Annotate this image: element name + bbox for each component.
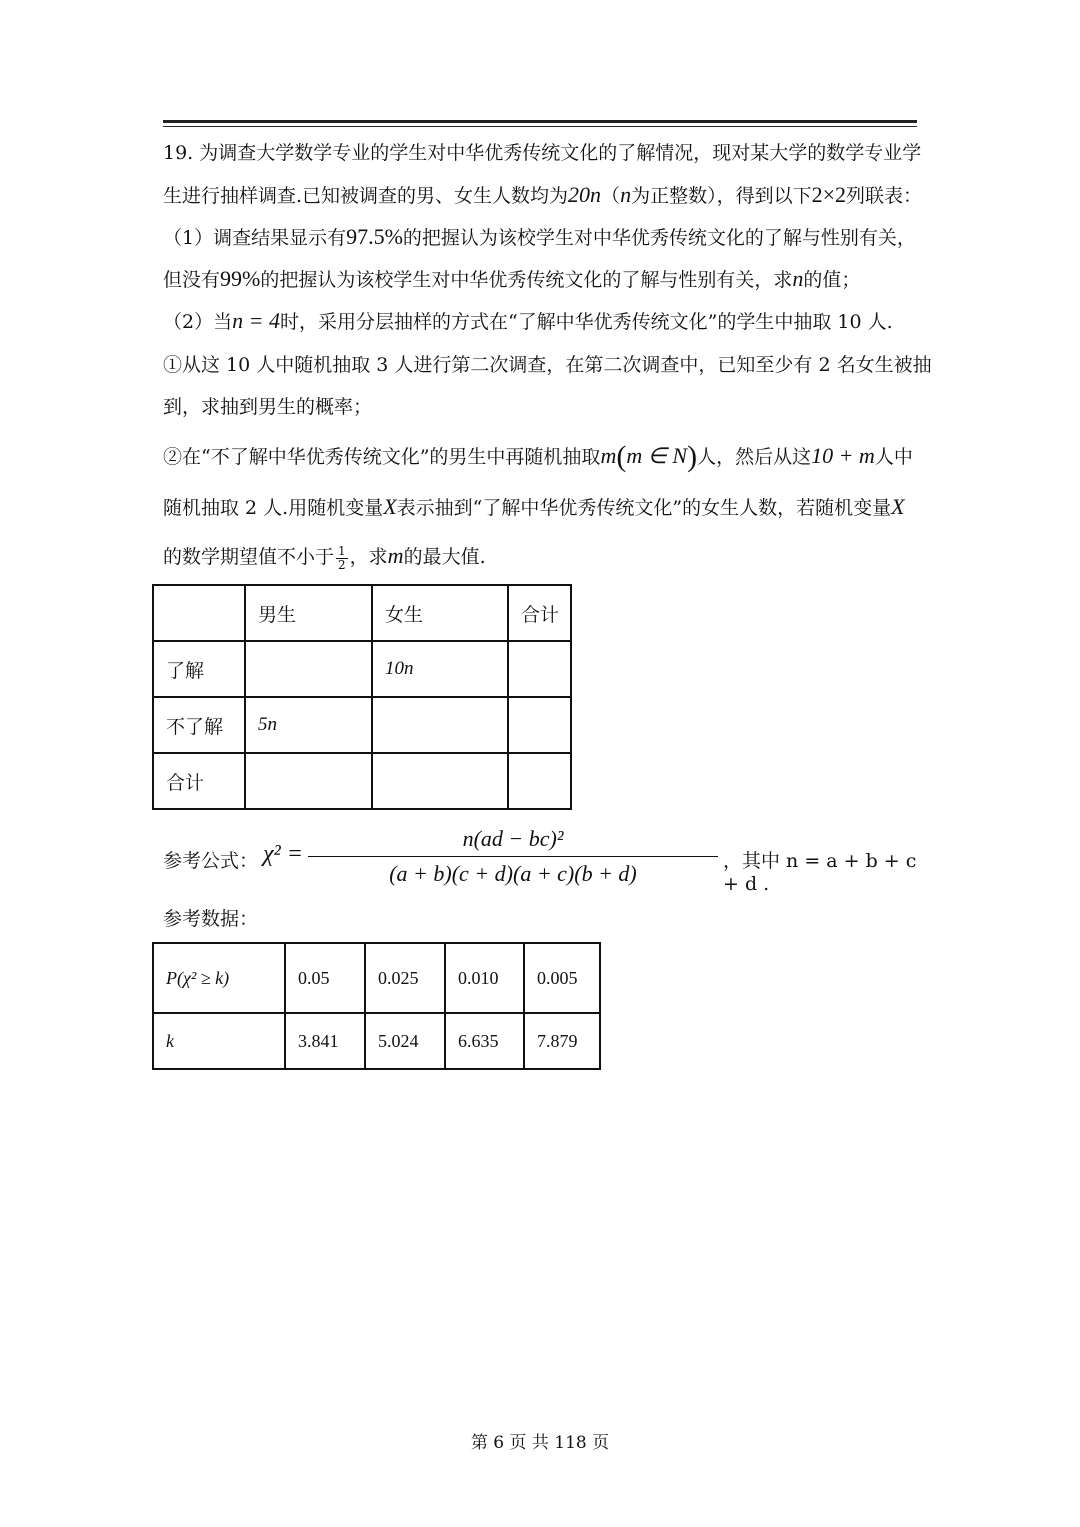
reference-table (152, 942, 601, 1070)
problem-line-1: 19. 为调查大学数学专业的学生对中华优秀传统文化的了解情况，现对某大学的数学专业学 (163, 142, 922, 164)
table-row: k 3.841 5.024 6.635 7.879 (153, 1013, 600, 1069)
reference-label: 参考数据： (163, 908, 259, 930)
table-row: P(χ² ≥ k) 0.05 0.025 0.010 0.005 (153, 943, 600, 1013)
part2-line: （2）当n = 4时，采用分层抽样的方式在“了解中华优秀传统文化”的学生中抽取 10 人. (163, 308, 893, 333)
table-row: 不了解 5n (153, 697, 571, 753)
part1-line-1: （1）调查结果显示有97.5%的把握认为该校学生对中华优秀传统文化的了解与性别有关， (163, 224, 916, 249)
sub2-line-3: 的数学期望值不小于 $\frac{1}{2}$ ，求m的最大值. (163, 543, 486, 572)
table-row: 了解 10n (153, 641, 571, 697)
sub2-line-2: 随机抽取 2 人.用随机变量X表示抽到“了解中华优秀传统文化”的女生人数，若随机变量X (163, 494, 905, 519)
contingency-table (152, 584, 572, 810)
formula-fraction: $\frac{\text{n(ad − bc)²}}{(a + b)(c + d)(a + c)(b + d)}$ (308, 826, 718, 887)
problem-number: 19. (163, 142, 194, 164)
sub1-line-2: 到，求抽到男生的概率； (163, 396, 373, 418)
sub2-line-1: ②在“不了解中华优秀传统文化”的男生中再随机抽取m(m ∈ N)人，然后从这10 + m人中 (163, 440, 913, 473)
table-header-row: 男生 女生 合计 (153, 585, 571, 641)
fraction-one-half: $\frac{1}{2}$ (338, 543, 346, 572)
problem-line-2: 生进行抽样调查.已知被调查的男、女生人数均为20n（n为正整数），得到以下2×2列联表： (163, 182, 923, 207)
part1-line-2: 但没有99%的把握认为该校学生对中华优秀传统文化的了解与性别有关，求n的值； (163, 266, 861, 291)
table-row: 合计 (153, 753, 571, 809)
sub1-line-1: ①从这 10 人中随机抽取 3 人进行第二次调查，在第二次调查中，已知至少有 2 名女生被抽 (163, 354, 932, 376)
chi-square-formula: 参考公式： χ² = $\frac{\text{n(ad − bc)²}}{(a + b)(c + d)(a + c)(b + d)}$ ，其中 n = a + b + c + d . (163, 826, 917, 895)
page-footer: 第 6 页 共 118 页 (470, 1433, 610, 1453)
header-rule-thick (163, 120, 917, 123)
header-rule-thin (163, 126, 917, 127)
